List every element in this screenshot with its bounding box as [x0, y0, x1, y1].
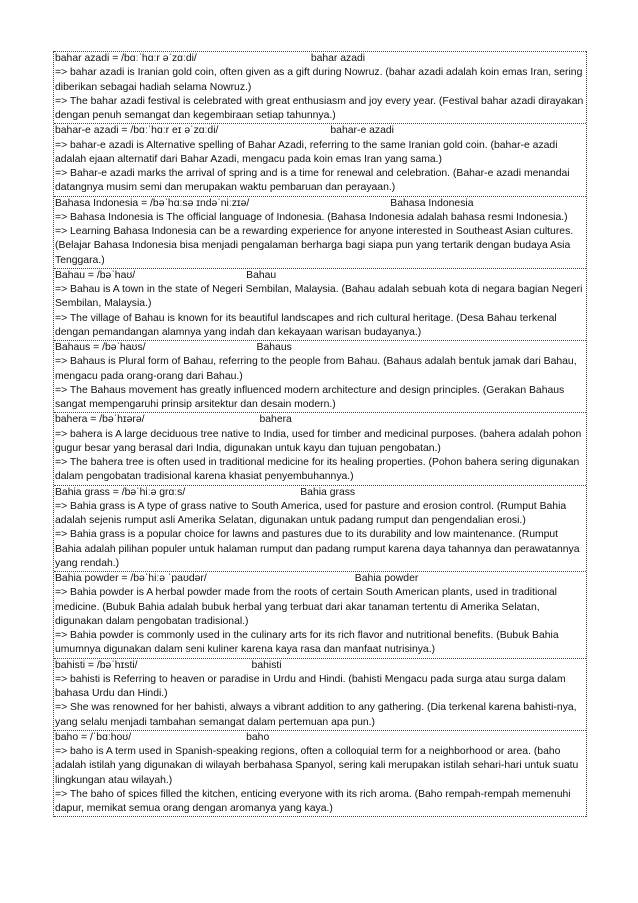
entry-definition: => Bahia powder is A herbal powder made from the roots of certain South American plants, used in traditional medicine. (Bubuk Bahia adalah bubuk herbal yang terbuat dari akar tanaman tertentu di Amerika Selatan, digunakan dalam pengobatan tradisional.): [55, 587, 557, 627]
entry-word: baho: [246, 731, 270, 743]
entry-word-pronunciation: baho = /ˈbɑːhoʊ/: [55, 731, 132, 743]
entry-definition: => Bahia grass is A type of grass native to South America, used for pasture and erosion control. (Rumput Bahia adalah sejenis rumput asli Amerika Selatan, digunakan untuk padang rumput dan pengendalian erosi.): [55, 500, 567, 526]
entry-word-pronunciation: bahar-e azadi = /bɑːˈhɑːr eɪ əˈzɑːdi/: [55, 125, 219, 137]
entry-word: bahisti: [251, 659, 282, 671]
entry-word: Bahaus: [256, 342, 292, 353]
entry-word: bahar-e azadi: [330, 125, 394, 137]
dictionary-entry: [54, 340, 586, 412]
entry-word: Bahia grass: [300, 486, 356, 498]
entry-heading: [55, 197, 586, 211]
entry-definition: => baho is A term used in Spanish-speaking regions, often a colloquial term for a neighborhood or area. (baho adalah istilah yang digunakan di wilayah berbahasa Spanyol, sering kali merupakan istilah sehari-hari untuk suatu lingkungan atau wilayah.): [55, 746, 579, 786]
entry-word: Bahia powder: [354, 573, 419, 584]
entry-word: Bahau: [246, 269, 277, 281]
entry-word: bahera: [259, 414, 292, 426]
dictionary-document: [53, 51, 587, 817]
entry-word-pronunciation: bahisti = /bəˈhɪsti/: [55, 659, 138, 671]
entry-word: bahar azadi: [310, 53, 366, 64]
entry-word: Bahasa Indonesia: [390, 197, 474, 209]
entry-definition: => Bahau is A town in the state of Negeri Sembilan, Malaysia. (Bahau adalah sebuah kota di negara bagian Negeri Sembilan, Malaysia.): [55, 284, 583, 310]
dictionary-entry: [54, 196, 586, 268]
entry-word-pronunciation: Bahia powder = /bəˈhiːə ˈpaʊdər/: [55, 573, 207, 584]
entry-example: => The bahera tree is often used in traditional medicine for its healing properties. (Pohon bahera sering digunakan dalam pengobatan tradisional karena khasiat penyembuhannya.): [55, 457, 580, 483]
entry-heading: [55, 269, 586, 283]
dictionary-entry: [54, 485, 586, 572]
entry-heading: [55, 659, 586, 673]
dictionary-entry: [54, 123, 586, 195]
dictionary-entry: [54, 268, 586, 340]
entry-definition: => bahisti is Referring to heaven or paradise in Urdu and Hindi. (bahisti Mengacu pada surga atau surga dalam bahasa Urdu dan Hindi.): [55, 673, 566, 699]
dictionary-entry: [54, 51, 586, 123]
entry-example: => The Bahaus movement has greatly influenced modern architecture and design principles. (Gerakan Bahaus sangat mempengaruhi prinsip arsitektur dan desain modern.): [55, 384, 565, 410]
entry-word-pronunciation: Bahia grass = /bəˈhiːə grɑːs/: [55, 486, 186, 498]
entry-word-pronunciation: Bahaus = /bəˈhaʊs/: [55, 342, 146, 353]
entry-heading: [55, 572, 586, 586]
entry-example: => Bahia powder is commonly used in the culinary arts for its rich flavor and nutritional benefits. (Bubuk Bahia umumnya digunakan dalam seni kuliner karena kaya rasa dan manfaat nutrisinya.): [55, 630, 559, 656]
entry-definition: => bahar-e azadi is Alternative spelling of Bahar Azadi, referring to the same Iranian gold coin. (bahar-e azadi adalah ejaan alternatif dari Bahar Azadi, mengacu pada koin emas Iran yang sama.): [55, 139, 558, 165]
entry-example: => Bahia grass is a popular choice for lawns and pastures due to its durability and low maintenance. (Rumput Bahia adalah pilihan populer untuk halaman rumput dan padang rumput karena daya tahannya dan perawatannya yang rendah.): [55, 529, 580, 569]
entry-definition: => Bahaus is Plural form of Bahau, referring to the people from Bahau. (Bahaus adalah bentuk jamak dari Bahau, mengacu pada orang-orang dari Bahau.): [55, 356, 577, 382]
entry-definition: => bahar azadi is Iranian gold coin, often given as a gift during Nowruz. (bahar azadi adalah koin emas Iran, sering diberikan sebagai hadiah selama Nowruz.): [55, 67, 583, 93]
entry-definition: => bahera is A large deciduous tree native to India, used for timber and medicinal purposes. (bahera adalah pohon gugur besar yang berasal dari India, digunakan untuk kayu dan tujuan pengobatan.): [55, 428, 582, 454]
dictionary-entry: [54, 412, 586, 484]
entry-example: => The baho of spices filled the kitchen, enticing everyone with its rich aroma. (Baho rempah-rempah memenuhi dapur, memikat semua orang dengan aromanya yang kaya.): [55, 788, 571, 814]
dictionary-entry: [54, 658, 586, 730]
dictionary-entry: [54, 571, 586, 658]
entry-heading: [55, 486, 586, 500]
entry-example: => Learning Bahasa Indonesia can be a rewarding experience for anyone interested in Southeast Asian cultures. (Belajar Bahasa Indonesia bisa menjadi pengalaman berharga bagi siapa pun yang tertarik dengan budaya Asia Tenggara.): [55, 226, 574, 266]
entry-example: => The village of Bahau is known for its beautiful landscapes and rich cultural heritage. (Desa Bahau terkenal dengan pemandangan alamnya yang indah dan kekayaan warisan budayanya.): [55, 312, 557, 338]
entry-heading: [55, 413, 586, 427]
entry-word-pronunciation: bahar azadi = /bɑːˈhɑːr əˈzɑːdi/: [55, 53, 197, 64]
entry-heading: [55, 52, 586, 66]
entry-heading: [55, 124, 586, 138]
entry-definition: => Bahasa Indonesia is The official language of Indonesia. (Bahasa Indonesia adalah bahasa resmi Indonesia.): [55, 211, 568, 223]
entry-word-pronunciation: Bahasa Indonesia = /bəˈhɑːsə ɪndəˈniːzɪə/: [55, 197, 250, 209]
entry-example: => She was renowned for her bahisti, always a vibrant addition to any gathering. (Dia terkenal karena bahisti-nya, yang selalu menjadi tambahan semangat dalam pertemuan apa pun.): [55, 702, 577, 728]
dictionary-entry: [54, 730, 586, 818]
entry-word-pronunciation: bahera = /bəˈhɪərə/: [55, 414, 145, 426]
entry-word-pronunciation: Bahau = /bəˈhaʊ/: [55, 269, 136, 281]
entry-heading: [55, 731, 586, 745]
entry-example: => Bahar-e azadi marks the arrival of spring and is a time for renewal and celebration. (Bahar-e azadi menandai datangnya musim semi dan merupakan waktu pembaruan dan perayaan.): [55, 168, 570, 194]
entry-heading: [55, 341, 586, 355]
entry-example: => The bahar azadi festival is celebrated with great enthusiasm and joy every year. (Festival bahar azadi dirayakan dengan penuh semangat dan kegembiraan setiap tahunnya.): [55, 95, 584, 121]
